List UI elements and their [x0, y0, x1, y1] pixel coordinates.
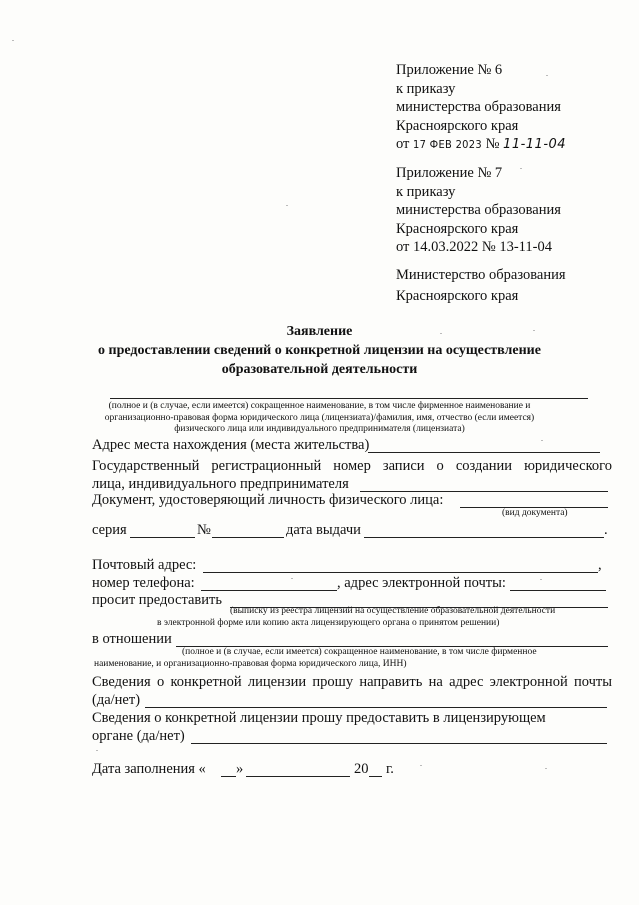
postal-address-label: Почтовый адрес: — [92, 557, 197, 573]
applicant-name-hint — [0, 401, 639, 436]
number-label: № — [197, 522, 211, 538]
series-label: серия — [92, 522, 127, 538]
reg-number-label-2: лица, индивидуального предпринимателя — [92, 476, 349, 492]
title-line-3: образовательной деятельности — [221, 362, 418, 377]
annex-7-block — [396, 164, 561, 257]
email-send-label-1: Сведения о конкретной лицензии прошу направить на адрес электронной почты — [92, 674, 612, 690]
scan-speck — [545, 768, 547, 769]
request-hint-2: в электронной форме или копию акта лицензирующего органа о принятом решении) — [157, 618, 500, 628]
fill-date-year-prefix: 20 — [354, 761, 369, 777]
fill-date-year-field[interactable] — [369, 776, 382, 777]
annex-6-number-sign: № — [485, 136, 500, 152]
issue-date-field[interactable] — [364, 537, 604, 538]
reg-number-label-1: Государственный регистрационный номер записи о создании юридического — [92, 458, 612, 474]
fill-date-month-field[interactable] — [246, 776, 350, 777]
handwritten-number: 11-11-04 — [503, 137, 567, 152]
email-field[interactable] — [510, 590, 606, 591]
annex-7-region: Красноярского края — [396, 220, 519, 237]
annex-6-ministry: министерства образования — [396, 99, 561, 115]
scan-speck — [12, 40, 14, 41]
annex-7-title: Приложение № 7 — [396, 165, 503, 181]
scan-speck — [540, 579, 542, 580]
id-document-label: Документ, удостоверяющий личность физического лица: — [92, 492, 444, 508]
id-document-hint: (вид документа) — [502, 508, 568, 518]
name-hint-line-3: физического лица или индивидуального предпринимателя (лицензиата) — [174, 424, 465, 434]
email-label: , адрес электронной почты: — [337, 575, 506, 591]
request-hint-1: (выписку из реестра лицензий на осуществление образовательной деятельности — [230, 606, 556, 616]
title-line-2: о предоставлении сведений о конкретной лицензии на осуществление — [98, 343, 541, 358]
series-field[interactable] — [130, 537, 195, 538]
recipient-line-1: Министерство образования — [396, 267, 566, 283]
annex-6-from: от — [396, 136, 410, 152]
annex-6-title: Приложение № 6 — [396, 62, 503, 78]
fill-date-close-quote: » — [236, 761, 244, 777]
regarding-hint-1: (полное и (в случае, если имеется) сокращенное наименование, в том числе фирменное — [182, 647, 537, 657]
document-title — [0, 322, 639, 379]
regarding-hint-2: наименование, и организационно-правовая форма юридического лица, ИНН) — [94, 659, 407, 669]
email-send-label-2: (да/нет) — [92, 692, 141, 708]
regarding-label: в отношении — [92, 631, 172, 647]
request-label: просит предоставить — [92, 592, 222, 608]
date-stamp: 17 ФЕВ 2023 — [413, 138, 482, 151]
office-label-2: органе (да/нет) — [92, 728, 185, 744]
annex-6-order: к приказу — [396, 80, 456, 97]
scan-speck — [420, 765, 422, 766]
fill-date-year-suffix: г. — [386, 761, 394, 777]
annex-7-date: от 14.03.2022 № 13-11-04 — [396, 239, 552, 255]
scan-speck — [533, 330, 535, 331]
scan-speck — [286, 205, 288, 206]
phone-label: номер телефона: — [92, 575, 195, 591]
fill-date-label: Дата заполнения « — [92, 761, 206, 777]
number-field[interactable] — [212, 537, 284, 538]
annex-6-date-line — [396, 135, 566, 155]
issue-date-period: . — [604, 522, 608, 538]
name-hint-line-1: (полное и (в случае, если имеется) сокращенное наименование, в том числе фирменное наименование и — [108, 401, 531, 411]
issue-date-label: дата выдачи — [286, 522, 361, 538]
annex-6-block — [396, 61, 566, 155]
address-label: Адрес места нахождения (места жительства) — [92, 437, 370, 453]
office-label-1: Сведения о конкретной лицензии прошу предоставить в лицензирующем — [92, 710, 546, 726]
applicant-name-line[interactable] — [110, 398, 588, 399]
fill-date-day-field[interactable] — [221, 776, 236, 777]
annex-7-ministry: министерства образования — [396, 202, 561, 218]
scan-speck — [546, 75, 548, 76]
recipient-line-2: Красноярского края — [396, 288, 519, 304]
name-hint-line-2: организационно-правовая форма юридического лица (лицензиата)/фамилия, имя, отчество (если имеется) — [104, 412, 535, 423]
postal-address-comma: , — [598, 557, 602, 573]
annex-7-order: к приказу — [396, 183, 456, 200]
scan-speck — [440, 333, 442, 334]
office-field[interactable] — [191, 743, 607, 744]
scan-speck — [291, 578, 293, 579]
email-send-field[interactable] — [145, 707, 607, 708]
scan-speck — [520, 168, 522, 169]
postal-address-field[interactable] — [203, 572, 598, 573]
title-line-1: Заявление — [286, 324, 353, 339]
scan-speck — [96, 750, 98, 751]
scan-speck — [541, 440, 543, 441]
recipient-block — [396, 265, 566, 307]
address-field[interactable] — [368, 452, 600, 453]
annex-6-region: Красноярского края — [396, 117, 519, 134]
